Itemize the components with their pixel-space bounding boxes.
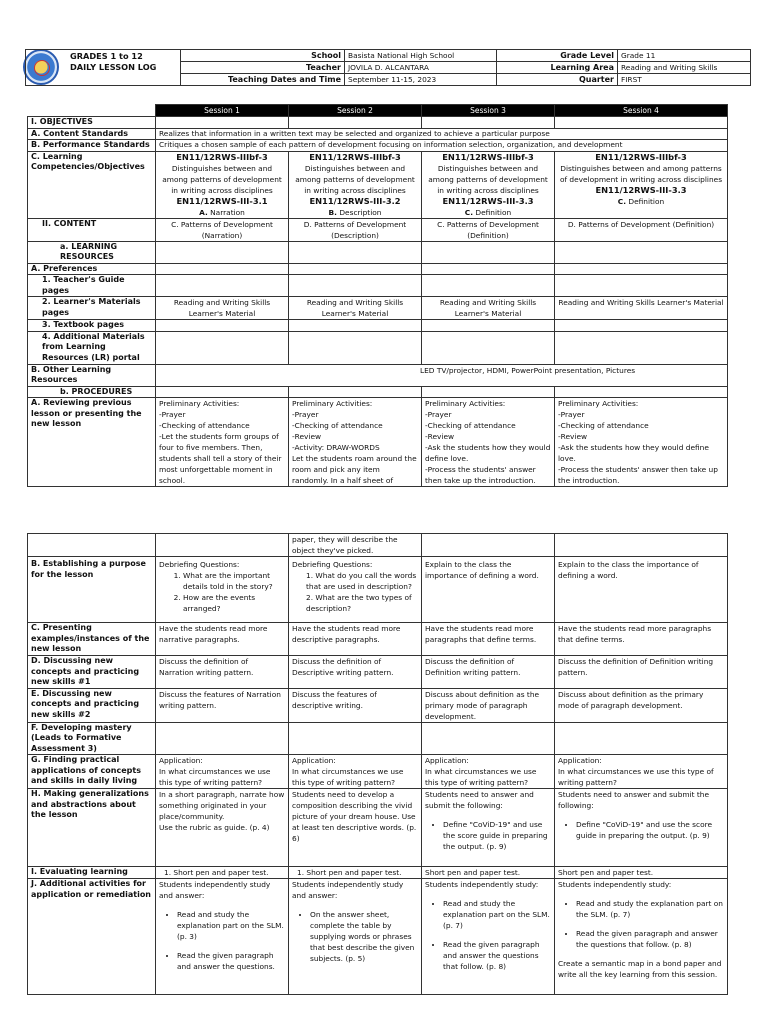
quarter-label: Quarter: [497, 74, 618, 86]
grade-level-value: Grade 11: [618, 50, 751, 62]
finding-cell-1: Application: In what circumstances we use this type of writing pattern?: [156, 755, 289, 789]
reviewing-cell-1: Preliminary Activities: -Prayer -Checking of attendance -Let the students form groups of four to five members. Then, students shall tell a story of their most unforgettable moment in school.: [156, 398, 289, 487]
additional-cell-3: Students independently study: • Read and study the explanation part on the SLM. (p. 7) • Read the given paragraph and answer the questions that follow. (p. 8): [422, 879, 555, 995]
content-cell-2: D. Patterns of Development (Description): [289, 218, 422, 241]
learning-area-value: Reading and Writing Skills: [618, 62, 751, 74]
continued-text: paper, they will describe the object they've picked.: [289, 534, 422, 557]
discussing2-cell-1: Discuss the features of Narration writing pattern.: [156, 688, 289, 722]
generalization-cell-3: Students need to answer and submit the following: • Define "CoViD-19" and use the score guide in preparing the output. (p. 9): [422, 789, 555, 867]
quarter-value: FIRST: [618, 74, 751, 86]
presenting-label: C. Presenting examples/instances of the new lesson: [28, 623, 156, 656]
log-type-label: DAILY LESSON LOG: [70, 62, 157, 72]
header-grid: [25, 49, 751, 86]
content-cell-3: C. Patterns of Development (Definition): [422, 218, 555, 241]
other-resources-text: LED TV/projector, HDMI, PowerPoint presentation, Pictures: [156, 364, 728, 386]
evaluating-label: I. Evaluating learning: [28, 867, 156, 879]
lm-cell-3: Reading and Writing Skills Learner's Material: [422, 297, 555, 320]
grade-level-label: Grade Level: [497, 50, 618, 62]
teacher-value: JOVILA D. ALCANTARA: [345, 62, 497, 74]
competency-cell-3: EN11/12RWS-IIIbf-3 Distinguishes between and among patterns of development in writing across disciplines EN11/12RWS-III-3.3 C. Definition: [422, 151, 555, 218]
additional-cell-2: Students independently study and answer: • On the answer sheet, complete the table by supplying words or phrases that best describe the given subjects. (p. 5): [289, 879, 422, 995]
school-value: Basista National High School: [345, 50, 497, 62]
presenting-cell-3: Have the students read more paragraphs that define terms.: [422, 623, 555, 656]
learning-resources-label: a. LEARNING RESOURCES: [28, 241, 156, 263]
procedures-label: b. PROCEDURES: [28, 386, 156, 398]
additional-materials-label: 4. Additional Materials from Learning Resources (LR) portal: [28, 331, 156, 364]
content-standards-text: Realizes that information in a written text may be selected and organized to achieve a particular purpose: [156, 128, 728, 140]
school-label: School: [181, 50, 345, 62]
discussing2-cell-2: Discuss the features of descriptive writing.: [289, 688, 422, 722]
discussing2-label: E. Discussing new concepts and practicing new skills #2: [28, 688, 156, 722]
generalization-cell-4: Students need to answer and submit the following: • Define "CoViD-19" and use the score guide in preparing the output. (p. 9): [555, 789, 728, 867]
discussing1-cell-3: Discuss the definition of Definition writing pattern.: [422, 656, 555, 689]
purpose-cell-4: Explain to the class the importance of defining a word.: [555, 557, 728, 623]
discussing1-label: D. Discussing new concepts and practicing new skills #1: [28, 656, 156, 689]
finding-cell-4: Application: In what circumstances we use this type of writing pattern?: [555, 755, 728, 789]
presenting-cell-2: Have the students read more descriptive paragraphs.: [289, 623, 422, 656]
evaluating-cell-4: Short pen and paper test.: [555, 867, 728, 879]
evaluating-cell-1: 1. Short pen and paper test.: [156, 867, 289, 879]
teacher-label: Teacher: [181, 62, 345, 74]
learners-material-label: 2. Learner's Materials pages: [28, 297, 156, 320]
content-cell-1: C. Patterns of Development (Narration): [156, 218, 289, 241]
lm-cell-2: Reading and Writing Skills Learner's Material: [289, 297, 422, 320]
evaluating-cell-3: Short pen and paper test.: [422, 867, 555, 879]
competency-cell-1: EN11/12RWS-IIIbf-3 Distinguishes between and among patterns of development in writing across disciplines EN11/12RWS-III-3.1 A. Narration: [156, 151, 289, 218]
reviewing-cell-4: Preliminary Activities: -Prayer -Checking of attendance -Review -Ask the students how they would define love. -Process the students' answer then take up the introduction.: [555, 398, 728, 487]
session-header-4: Session 4: [555, 105, 728, 117]
session-header-1: Session 1: [156, 105, 289, 117]
competency-cell-2: EN11/12RWS-IIIbf-3 Distinguishes between and among patterns of development in writing across disciplines EN11/12RWS-III-3.2 B. Description: [289, 151, 422, 218]
discussing1-cell-1: Discuss the definition of Narration writing pattern.: [156, 656, 289, 689]
generalization-cell-1: In a short paragraph, narrate how something originated in your place/community. Use the rubric as guide. (p. 4): [156, 789, 289, 867]
purpose-label: B. Establishing a purpose for the lesson: [28, 557, 156, 623]
generalization-label: H. Making generalizations and abstractions about the lesson: [28, 789, 156, 867]
mastery-label: F. Developing mastery (Leads to Formative Assessment 3): [28, 722, 156, 755]
discussing1-cell-4: Discuss the definition of Definition writing pattern.: [555, 656, 728, 689]
session-header-3: Session 3: [422, 105, 555, 117]
performance-standards-label: B. Performance Standards: [28, 140, 156, 152]
textbook-label: 3. Textbook pages: [28, 320, 156, 332]
generalization-cell-2: Students need to develop a composition describing the vivid picture of your dream house. Use at least ten descriptive words. (p. 6): [289, 789, 422, 867]
grades-label: GRADES 1 to 12: [70, 51, 143, 61]
evaluating-cell-2: 1. Short pen and paper test.: [289, 867, 422, 879]
purpose-cell-1: Debriefing Questions: 1. What are the important details told in the story? 2. How are the events arranged?: [156, 557, 289, 623]
additional-cell-1: Students independently study and answer: • Read and study the explanation part on the SLM. (p. 3) • Read the given paragraph and answer the questions.: [156, 879, 289, 995]
presenting-cell-1: Have the students read more narrative paragraphs.: [156, 623, 289, 656]
lesson-table-page1: [27, 104, 728, 487]
references-label: A. Preferences: [28, 263, 156, 275]
finding-label: G. Finding practical applications of concepts and skills in daily living: [28, 755, 156, 789]
content-cell-4: D. Patterns of Development (Definition): [555, 218, 728, 241]
other-resources-label: B. Other Learning Resources: [28, 364, 156, 386]
dates-value: September 11-15, 2023: [345, 74, 497, 86]
competency-cell-4: EN11/12RWS-IIIbf-3 Distinguishes between and among patterns of development in writing across disciplines EN11/12RWS-III-3.3 C. Definition: [555, 151, 728, 218]
dates-label: Teaching Dates and Time: [181, 74, 345, 86]
reviewing-cell-3: Preliminary Activities: -Prayer -Checking of attendance -Review -Ask the students how they would define love. -Process the students' answer then take up the introduction.: [422, 398, 555, 487]
purpose-cell-2: Debriefing Questions: 1. What do you call the words that are used in description? 2. What are the two types of description?: [289, 557, 422, 623]
teachers-guide-label: 1. Teacher's Guide pages: [28, 275, 156, 297]
discussing2-cell-3: Discuss about definition as the primary mode of paragraph development.: [422, 688, 555, 722]
finding-cell-3: Application: In what circumstances we use this type of writing pattern?: [422, 755, 555, 789]
finding-cell-2: Application: In what circumstances we use this type of writing pattern?: [289, 755, 422, 789]
discussing2-cell-4: Discuss about definition as the primary mode of paragraph development.: [555, 688, 728, 722]
lm-cell-4: Reading and Writing Skills Learner's Material: [555, 297, 728, 320]
content-label: II. CONTENT: [28, 218, 156, 241]
additional-activities-label: J. Additional activities for application or remediation: [28, 879, 156, 995]
learning-area-label: Learning Area: [497, 62, 618, 74]
reviewing-label: A. Reviewing previous lesson or presenting the new lesson: [28, 398, 156, 487]
session-header-2: Session 2: [289, 105, 422, 117]
competencies-label: C. Learning Competencies/Objectives: [28, 151, 156, 218]
discussing1-cell-2: Discuss the definition of Descriptive writing pattern.: [289, 656, 422, 689]
objectives-label: I. OBJECTIVES: [28, 117, 156, 129]
presenting-cell-4: Have the students read more paragraphs that define terms.: [555, 623, 728, 656]
content-standards-label: A. Content Standards: [28, 128, 156, 140]
purpose-cell-3: Explain to the class the importance of defining a word.: [422, 557, 555, 623]
additional-cell-4: Students independently study: • Read and study the explanation part on the SLM. (p. 7) • Read the given paragraph and answer the questions that follow. (p. 8) Create a semantic map in a bond paper and write all the key learning from this session.: [555, 879, 728, 995]
lesson-table-page2: [27, 533, 728, 995]
performance-standards-text: Critiques a chosen sample of each pattern of development focusing on information selection, organization, and development: [156, 140, 728, 152]
reviewing-cell-2: Preliminary Activities: -Prayer -Checking of attendance -Review -Activity: DRAW-WORDS Let the students roam around the room and pick any item randomly. In a half sheet of: [289, 398, 422, 487]
lm-cell-1: Reading and Writing Skills Learner's Material: [156, 297, 289, 320]
